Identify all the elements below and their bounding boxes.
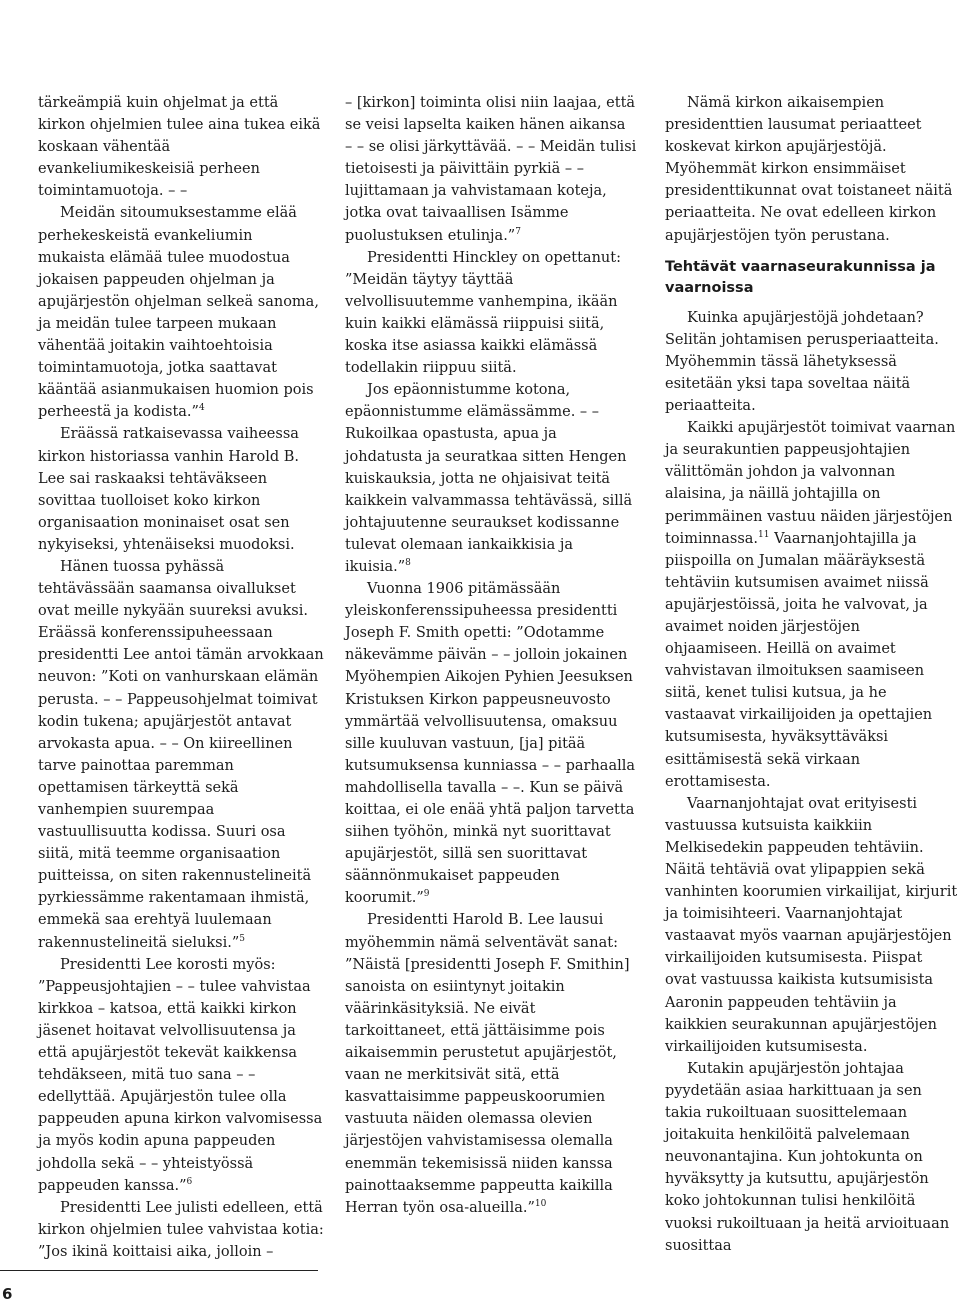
footnote-reference: 7: [515, 226, 521, 237]
footnote-reference: 8: [405, 558, 411, 569]
paragraph-text: Vuonna 1906 pitämässään yleiskonferenssipuheessa presidentti Joseph F. Smith opetti: ”Odotamme näkevämme päivän – – jolloin jokainen Myöhempien Aikojen Pyhien Jeesuksen Kristuksen Kirkon pappeusneuvosto ymmärtää velvollisuutensa, omaksuu sille kuuluvan vastuun, [ja] pitää kutsumuksensa kunniassa – – parhaalla mahdollisella tavalla – –. Kun se päivä koittaa, ei ole enää yhtä paljon tarvetta siihen työhön, minkä nyt suorittavat apujärjestöt, sillä sen suorittavat säännönmukaiset pappeuden koorumit.”: [345, 581, 636, 907]
paragraph: [345, 92, 637, 247]
paragraph-text: Presidentti Hinckley on opettanut: ”Meidän täytyy täyttää velvollisuutemme vanhempina, ikään kuin kaikki elämässä riippuisi siitä, koska itse asiassa kaikki elämässä todellakin riippuu siitä.: [345, 249, 621, 377]
paragraph: [38, 1197, 324, 1263]
paragraph-text: Kuinka apujärjestöjä johdetaan? Selitän johtamisen perusperiaatteita. Myöhemmin tässä lähetyksessä esitetään yksi tapa soveltaa näitä periaatteita.: [665, 309, 939, 415]
paragraph: [38, 92, 324, 202]
paragraph-text: Kutakin apujärjestön johtajaa pyydetään asiaa harkittuaan ja sen takia rukoiltuaan suosittelemaan joitakuita henkilöitä palvelemaan neuvonantajina. Kun johtokunta on hyväksytty ja kutsuttu, apujärjestön koko johtokunnan tulisi henkilöitä vuoksi rukoiltuaan ja heitä arvioituaan suosittaa: [665, 1060, 950, 1254]
paragraph-text: Jos epäonnistumme kotona, epäonnistumme elämässämme. – – Rukoilkaa opastusta, apua ja johdatusta ja seuratkaa sitten Hengen kuiskauksia, jotta ne ohjaisivat teitä kaikkein valvammassa tehtävässä, sillä johtajuutenne seuraukset kodissanne tulevat olemaan iankaikkisia ja ikuisia.”: [345, 382, 633, 575]
paragraph-text: Hänen tuossa pyhässä tehtävässään saamansa oivallukset ovat meille nykyään suureksi avuksi. Eräässä konferenssipuheessaan presidentti Lee antoi tämän arvokkaan neuvon: ”Koti on vanhurskaan elämän perusta. – – Pappeusohjelmat toimivat kodin tukena; apujärjestöt antavat arvokasta apua. – – On kiireellinen tarve painottaa paremman opettamisen tärkeyttä sekä vanhempien suurempaa vastuullisuutta kodissa. Suuri osa siitä, mitä teemme organisaation puitteissa, on siten rakennustelineitä pyrkiessämme rakentamaan ihmistä, emmekä saa erehtyä luulemaan rakennustelineitä sieluksi.”: [38, 558, 324, 951]
paragraph-text: Presidentti Lee korosti myös: ”Pappeusjohtajien – – tulee vahvistaa kirkkoa – katsoa, että kaikki kirkon jäsenet hoitavat velvollisuutensa ja että apujärjestöt tekevät kaikkensa tehdäkseen, mitä tuo sana – – edellyttää. Apujärjestön tulee olla pappeuden apuna kirkon valvomisessa ja myös kodin apuna pappeuden johdolla sekä – – yhteistyössä pappeuden kanssa.”: [38, 956, 323, 1194]
paragraph: [665, 92, 958, 247]
text-column-3: [665, 92, 958, 1257]
paragraph: [665, 1058, 958, 1257]
paragraph: [665, 793, 958, 1058]
footnote-reference: 9: [423, 889, 430, 900]
paragraph: [38, 202, 324, 423]
footnote-reference: 4: [198, 403, 205, 414]
paragraph: [345, 909, 637, 1218]
page-number: 6: [2, 1285, 13, 1303]
footnote-reference: 11: [758, 529, 770, 540]
paragraph: [38, 954, 324, 1197]
paragraph: [665, 417, 958, 793]
paragraph-text: Meidän sitoumuksestamme elää perhekeskeistä evankeliumin mukaista elämää tulee muodostua jokaisen pappeuden ohjelman ja apujärjestön ohjelman selkeä sanoma, ja meidän tulee tarpeen mukaan vähentää joitakin vaihtoehtoisia toimintamuotoja, jotka saattavat kääntää asianmukaisen huomion pois perheestä ja kodista.”: [38, 205, 319, 421]
paragraph-text: Nämä kirkon aikaisempien presidenttien lausumat periaatteet koskevat kirkon apujärjestöjä. Myöhemmät kirkon ensimmäiset presidenttikunnat ovat toistaneet näitä periaatteita. Ne ovat edelleen kirkon apujärjestöjen työn perustana.: [665, 95, 953, 244]
paragraph-text: Vaarnanjohtajat ovat erityisesti vastuussa kutsuista kaikkiin Melkisedekin pappeuden tehtäviin. Näitä tehtäviä ovat ylipappien sekä vanhinten koorumien virkailijat, kirjurit ja toimisihteeri. Vaarnanjohtajat vastaavat myös vaarnan apujärjestöjen virkailijoiden kutsumisesta. Piispat ovat vastuussa kaikista kutsumisista Aaronin pappeuden tehtäviin ja kaikkien seurakunnan apujärjestöjen virkailijoiden kutsumisesta.: [665, 795, 958, 1055]
paragraph-text: Presidentti Harold B. Lee lausui myöhemmin nämä selventävät sanat: ”Näistä [presidentti Joseph F. Smithin] sanoista on esiintynyt joitakin väärinkäsityksiä. Ne eivät tarkoittaneet, että jättäisimme pois aikaisemmin perustetut apujärjestöt, vaan ne merkitsivät sitä, että kasvattaisimme pappeuskoorumien vastuuta näiden olemassa olevien järjestöjen vahvistamisessa olemalla enemmän tekemisissä niiden kanssa painottaaksemme pappeutta kaikilla Herran työn osa-alueilla.”: [345, 912, 630, 1216]
paragraph: [665, 307, 958, 417]
text-column-1: [38, 92, 324, 1263]
paragraph: [345, 578, 637, 909]
section-heading: Tehtävät vaarnaseurakunnissa ja vaarnoissa: [665, 258, 936, 296]
paragraph-text: tärkeämpiä kuin ohjelmat ja että kirkon ohjelmien tulee aina tukea eikä koskaan vähentää evankeliumikeskeisiä perheen toimintamuotoja. – –: [38, 95, 321, 200]
footnote-reference: 10: [534, 1198, 547, 1209]
paragraph: [38, 423, 324, 556]
footer-rule: [0, 1270, 318, 1271]
paragraph: [345, 247, 637, 380]
paragraph: [38, 556, 324, 954]
paragraph-text: – [kirkon] toiminta olisi niin laajaa, että se veisi lapselta kaiken hänen aikansa – – se olisi järkyttävää. – – Meidän tulisi tietoisesti ja päivittäin pyrkiä – – lujittamaan ja vahvistamaan koteja, jotka ovat taivaallisen Isämme puolustuksen etulinja.”: [345, 95, 637, 244]
paragraph-text: Kaikki apujärjestöt toimivat vaarnan ja seurakuntien pappeusjohtajien välittömän johdon ja valvonnan alaisina, ja näillä johtajilla on perimmäinen vastuu näiden järjestöjen toiminnassa.: [665, 420, 956, 547]
paragraph-text: Eräässä ratkaisevassa vaiheessa kirkon historiassa vanhin Harold B. Lee sai raskaaksi tehtäväkseen sovittaa tuolloiset koko kirkon organisaation moninaiset osat sen nykyiseksi, yhtenäiseksi muodoksi.: [38, 426, 299, 553]
paragraph: [345, 379, 637, 578]
paragraph-text: Presidentti Lee julisti edelleen, että kirkon ohjelmien tulee vahvistaa kotia: ”Jos ikinä koittaisi aika, jolloin –: [38, 1199, 324, 1260]
footnote-reference: 6: [186, 1176, 193, 1187]
text-column-2: [345, 92, 637, 1219]
paragraph-text-continued: Vaarnanjohtajilla ja piispoilla on Jumalan määräyksestä tehtäviin kutsumisen avaimet niissä apujärjestöissä, joita he valvovat, ja avaimet noiden järjestöjen ohjaamiseen. Heillä on avaimet vahvistavan ilmoituksen saamiseen siitä, kenet tulisi kutsua, ja he vastaavat virkailijoiden ja opettajien kutsumisesta, hyväksyttäväksi esittämisestä sekä virkaan erottamisesta.: [665, 530, 933, 790]
footnote-reference: 5: [239, 933, 245, 944]
